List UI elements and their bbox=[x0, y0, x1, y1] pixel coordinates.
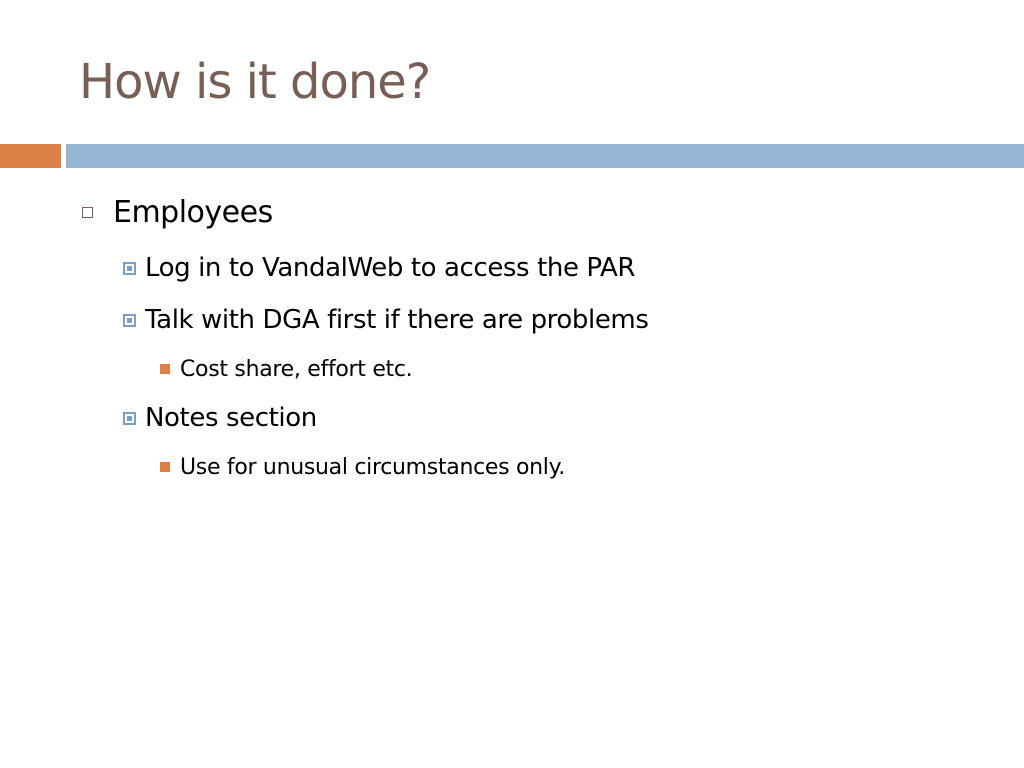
bullet-text: Talk with DGA first if there are problems bbox=[145, 305, 649, 335]
filled-square-bullet-icon bbox=[160, 462, 170, 472]
filled-square-bullet-icon bbox=[160, 364, 170, 374]
square-bullet-icon bbox=[123, 412, 136, 425]
bullet-text: Employees bbox=[113, 194, 273, 230]
bullet-text: Cost share, effort etc. bbox=[180, 356, 413, 382]
square-bullet-icon bbox=[123, 314, 136, 327]
bullet-item-level2 bbox=[123, 248, 635, 288]
bullet-item-level2 bbox=[123, 300, 649, 340]
square-bullet-icon bbox=[123, 262, 136, 275]
hollow-square-bullet-icon bbox=[82, 207, 93, 218]
bullet-text: Log in to VandalWeb to access the PAR bbox=[145, 253, 636, 283]
bullet-item-level3 bbox=[160, 352, 412, 386]
bullet-text: Notes section bbox=[145, 403, 317, 433]
bullet-item-level1 bbox=[82, 190, 273, 234]
bullet-item-level3 bbox=[160, 450, 565, 484]
bullet-item-level2 bbox=[123, 398, 317, 438]
slide-title: How is it done? bbox=[79, 54, 431, 110]
bullet-text: Use for unusual circumstances only. bbox=[180, 454, 565, 480]
